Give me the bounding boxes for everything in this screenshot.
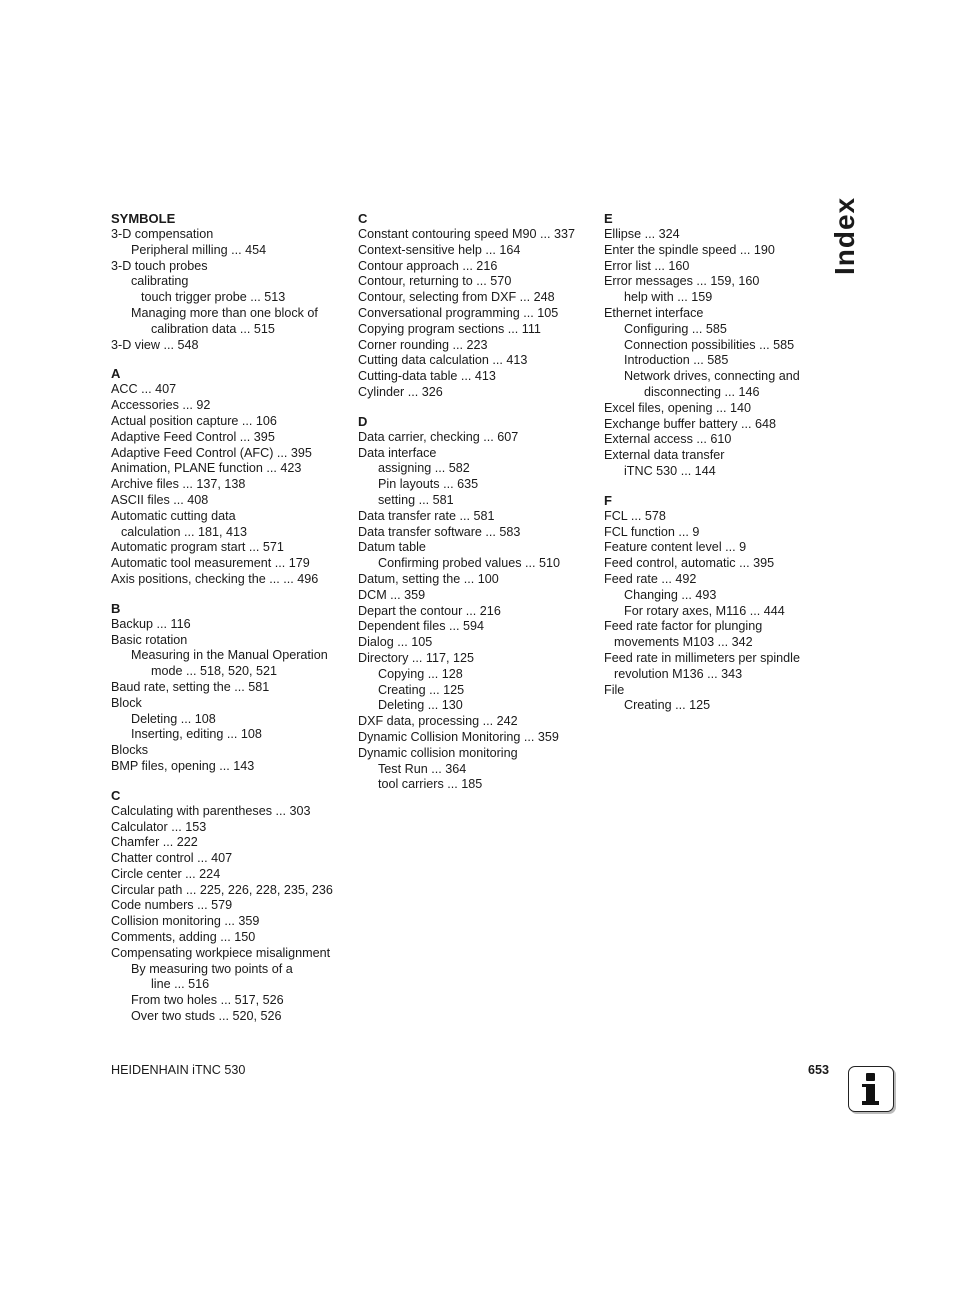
index-column-1 — [111, 211, 351, 1038]
footer-product-name: HEIDENHAIN iTNC 530 — [111, 1063, 246, 1077]
index-entry: DCM ... 359 — [358, 587, 426, 602]
index-entry: Baud rate, setting the ... 581 — [111, 679, 270, 694]
index-entry: Automatic cutting data — [111, 508, 236, 523]
index-entry: Feed rate factor for plunging — [604, 619, 763, 634]
index-entry: revolution M136 ... 343 — [614, 666, 743, 681]
index-entry: movements M103 ... 342 — [614, 635, 753, 650]
index-entry: Excel files, opening ... 140 — [604, 400, 752, 415]
section-heading: C — [358, 211, 368, 226]
index-entry: Contour, returning to ... 570 — [358, 274, 512, 289]
index-entry: tool carriers ... 185 — [378, 777, 483, 792]
index-entry: assigning ... 582 — [378, 461, 470, 476]
index-entry: Corner rounding ... 223 — [358, 337, 488, 352]
index-entry: Chatter control ... 407 — [111, 851, 233, 866]
index-entry: Calculating with parentheses ... 303 — [111, 803, 311, 818]
index-section — [358, 414, 598, 793]
index-entry: Data interface — [358, 445, 437, 460]
index-entry: Creating ... 125 — [378, 682, 465, 697]
index-entry: Collision monitoring ... 359 — [111, 914, 260, 929]
index-entry: Feed rate in millimeters per spindle — [604, 650, 800, 665]
index-entry: Confirming probed values ... 510 — [378, 556, 561, 571]
index-entry: Peripheral milling ... 454 — [131, 242, 267, 257]
index-entry: Basic rotation — [111, 632, 188, 647]
index-entry: Block — [111, 695, 142, 710]
index-entry: Compensating workpiece misalignment — [111, 945, 331, 960]
index-entry: Constant contouring speed M90 ... 337 — [358, 227, 576, 241]
index-entry: touch trigger probe ... 513 — [141, 290, 286, 305]
index-entry: ACC ... 407 — [111, 382, 177, 397]
index-entry: Blocks — [111, 743, 149, 758]
index-entry: Inserting, editing ... 108 — [131, 727, 262, 742]
index-entry: Configuring ... 585 — [624, 321, 727, 336]
index-entry: Directory ... 117, 125 — [358, 650, 474, 665]
index-entry: Ellipse ... 324 — [604, 227, 680, 241]
index-entry: Circular path ... 225, 226, 228, 235, 236 — [111, 882, 333, 897]
index-entry: line ... 516 — [151, 977, 210, 992]
index-entry: Network drives, connecting and — [624, 369, 800, 384]
index-entry: External access ... 610 — [604, 432, 732, 447]
section-heading: C — [111, 787, 121, 803]
index-entry: BMP files, opening ... 143 — [111, 758, 255, 773]
section-heading: B — [111, 600, 121, 616]
index-entry: Archive files ... 137, 138 — [111, 477, 246, 492]
index-entry: help with ... 159 — [624, 290, 713, 305]
index-entry: Managing more than one block of — [131, 305, 318, 320]
index-entry: 3-D view ... 548 — [111, 337, 199, 352]
index-entry: Copying ... 128 — [378, 666, 463, 681]
index-entry: Calculator ... 153 — [111, 819, 207, 834]
index-entry: Depart the contour ... 216 — [358, 603, 501, 618]
section-heading: SYMBOLE — [111, 211, 176, 226]
index-entry: Backup ... 116 — [111, 616, 191, 631]
index-entry: calibration data ... 515 — [151, 321, 275, 336]
index-entry: Changing ... 493 — [624, 587, 717, 602]
index-entry: Test Run ... 364 — [378, 761, 467, 776]
index-entry: iTNC 530 ... 144 — [624, 463, 716, 478]
index-section — [111, 788, 351, 1025]
index-entry: Error list ... 160 — [604, 258, 690, 273]
index-entry: By measuring two points of a — [131, 961, 293, 976]
index-entry: Connection possibilities ... 585 — [624, 337, 795, 352]
index-entry: Creating ... 125 — [624, 698, 711, 713]
index-entry: 3-D touch probes — [111, 258, 208, 273]
index-entry: Cylinder ... 326 — [358, 384, 443, 399]
index-entry: Automatic program start ... 571 — [111, 540, 284, 555]
index-section — [358, 211, 598, 401]
index-entry: Code numbers ... 579 — [111, 898, 233, 913]
index-entry: Circle center ... 224 — [111, 866, 221, 881]
index-entry: Actual position capture ... 106 — [111, 413, 277, 428]
index-entry: Contour approach ... 216 — [358, 258, 498, 273]
index-entry: Feed rate ... 492 — [604, 571, 697, 586]
index-entry: Axis positions, checking the ... ... 496 — [111, 571, 319, 586]
index-entry: Context-sensitive help ... 164 — [358, 242, 521, 257]
index-entry: Introduction ... 585 — [624, 353, 729, 368]
index-entry: Data transfer software ... 583 — [358, 524, 521, 539]
index-section — [111, 211, 351, 353]
index-entry: Dependent files ... 594 — [358, 619, 485, 634]
index-entry: Datum table — [358, 540, 426, 555]
index-entry: Error messages ... 159, 160 — [604, 274, 760, 289]
index-entry: From two holes ... 517, 526 — [131, 993, 284, 1008]
index-entry: Accessories ... 92 — [111, 398, 211, 413]
index-column-3 — [604, 211, 844, 727]
index-entry: Contour, selecting from DXF ... 248 — [358, 290, 555, 305]
index-entry: Conversational programming ... 105 — [358, 305, 559, 320]
index-column-2 — [358, 211, 598, 806]
index-entry: Over two studs ... 520, 526 — [131, 1009, 282, 1024]
index-section — [111, 366, 351, 587]
index-entry: mode ... 518, 520, 521 — [151, 664, 278, 679]
index-entry: Cutting-data table ... 413 — [358, 369, 496, 384]
index-entry: Dynamic Collision Monitoring ... 359 — [358, 729, 559, 744]
index-entry: 3-D compensation — [111, 227, 214, 241]
index-section — [604, 493, 844, 714]
index-entry: FCL ... 578 — [604, 508, 666, 523]
index-entry: Animation, PLANE function ... 423 — [111, 461, 302, 476]
index-entry: disconnecting ... 146 — [644, 384, 760, 399]
index-entry: Adaptive Feed Control (AFC) ... 395 — [111, 445, 312, 460]
index-section — [604, 211, 844, 480]
index-entry: External data transfer — [604, 448, 725, 463]
index-entry: DXF data, processing ... 242 — [358, 714, 518, 729]
section-heading: F — [604, 492, 612, 508]
page-number: 653 — [808, 1063, 830, 1077]
index-entry: Feature content level ... 9 — [604, 540, 747, 555]
index-entry: Data carrier, checking ... 607 — [358, 429, 519, 444]
section-heading: E — [604, 211, 613, 226]
index-entry: Copying program sections ... 111 — [358, 321, 541, 336]
info-icon — [848, 1066, 894, 1112]
index-entry: Ethernet interface — [604, 305, 704, 320]
index-entry: Adaptive Feed Control ... 395 — [111, 429, 275, 444]
index-section — [111, 601, 351, 775]
index-entry: Measuring in the Manual Operation — [131, 648, 328, 663]
index-entry: FCL function ... 9 — [604, 524, 700, 539]
index-entry: setting ... 581 — [378, 492, 454, 507]
index-entry: Deleting ... 108 — [131, 711, 216, 726]
index-entry: calculation ... 181, 413 — [121, 524, 248, 539]
index-entry: Data transfer rate ... 581 — [358, 508, 495, 523]
index-entry: Exchange buffer battery ... 648 — [604, 416, 776, 431]
index-entry: Enter the spindle speed ... 190 — [604, 242, 775, 257]
index-entry: File — [604, 682, 625, 697]
index-entry: Chamfer ... 222 — [111, 835, 198, 850]
index-entry: Cutting data calculation ... 413 — [358, 353, 528, 368]
section-heading: A — [111, 366, 121, 382]
index-entry: calibrating — [131, 274, 189, 289]
index-side-title: Index — [829, 196, 860, 275]
index-entry: Datum, setting the ... 100 — [358, 571, 499, 586]
index-entry: ASCII files ... 408 — [111, 492, 209, 507]
index-entry: Dialog ... 105 — [358, 635, 433, 650]
index-entry: Feed control, automatic ... 395 — [604, 556, 775, 571]
section-heading: D — [358, 413, 368, 429]
index-entry: For rotary axes, M116 ... 444 — [624, 603, 785, 618]
index-entry: Automatic tool measurement ... 179 — [111, 556, 310, 571]
index-entry: Pin layouts ... 635 — [378, 477, 479, 492]
index-entry: Comments, adding ... 150 — [111, 930, 256, 945]
index-entry: Deleting ... 130 — [378, 698, 463, 713]
index-entry: Dynamic collision monitoring — [358, 745, 518, 760]
